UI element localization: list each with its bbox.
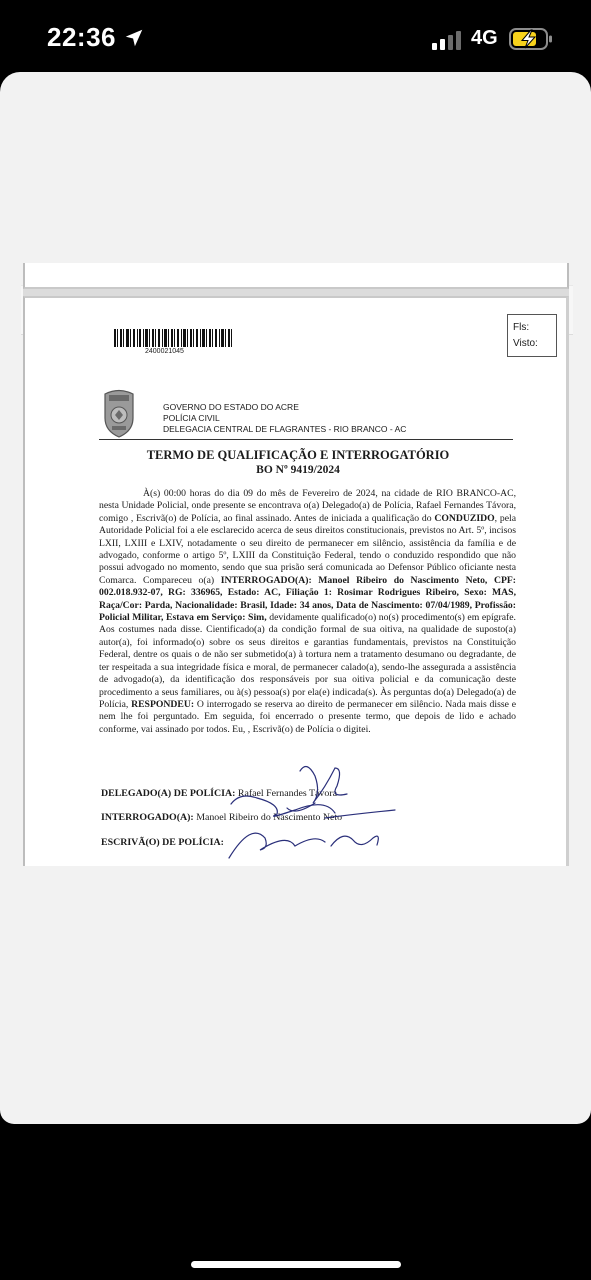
signal-bars-icon [431,30,465,50]
interrogado-name: Manoel Ribeiro do Nascimento Neto [193,812,343,823]
signature-interrogado [101,812,342,823]
delegado-label: DELEGADO(A) DE POLÍCIA: [101,788,236,799]
agency-line-1: GOVERNO DO ESTADO DO ACRE [163,402,299,412]
header-divider [99,439,513,440]
interrogado-label: INTERROGADO(A): [101,812,194,823]
escriva-label: ESCRIVÃ(O) DE POLÍCIA: [101,837,224,848]
visto-label: Visto: [513,338,538,349]
agency-line-2: POLÍCIA CIVIL [163,413,220,423]
document-image[interactable] [23,296,569,866]
body-bold-1: CONDUZIDO [434,512,495,524]
location-arrow-icon [123,27,145,49]
signature-delegado [101,788,337,799]
police-badge-icon [101,388,137,438]
barcode-number: 2400021045 [145,348,184,355]
body-bold-3: RESPONDEU: [131,698,195,710]
agency-line-3: DELEGACIA CENTRAL DE FLAGRANTES - RIO BRANCO - AC [163,424,407,434]
clock-time: 22:36 [47,22,116,52]
body-text-3: devidamente qualificado(o) no(s) procedimento(s) em epígrafe. Aos costumes nada disse. Cientificado(a) da condição formal de sua oitiva, na qualidade de suposto(a) autor(a), foi informado(o) sobre os seus direitos e garantias fundamentais, previstos na Constituição Federal, dentre os quais o de não ser submetido(a) à tortura nem a tratamento desumano ou degradante, de ter respeitada a sua integridade física e moral, de permanecer calado(a), sendo-lhe assegurada a assistência de advogado(a), da identificação dos responsáveis por sua oitiva policial e da comunicação deste procedimento a seus familiares, ou à(s) pessoa(s) por ela(e) indicada(s). Às perguntas do(a) Delegado(a) de Polícia, [99,612,516,710]
barcode [114,329,232,347]
body-text-4: O interrogado se reserva ao direito de permanecer em silêncio. Nada mais disse e nem lhe foi perguntado. Em seguida, foi encerrado o presente termo, que depois de lido e achado conforme, vai assinado por todos. Eu, , Escrivã(o) de Polícia o digitei. [99,698,516,735]
page-gap [23,289,569,296]
bo-number: BO Nº 9419/2024 [256,464,340,476]
fls-label: Fls: [513,322,530,333]
agency-header [163,402,406,435]
fls-visto-box [507,314,557,357]
body-text-1: À(s) 00:00 horas do dia 09 do mês de Fevereiro de 2024, na cidade de RIO BRANCO-AC, nesta Unidade Policial, onde presente se encontrava o(a) Delegado(a) de Polícia, Rafael Fernandes Távora, comigo , Escrivã(o) de Polícia, ao final assinado. Antes de iniciada a qualificação do [99,488,516,524]
body-bold-2: INTERROGADO(A): Manoel Ribeiro do Nascimento Neto, CPF: 002.018.932-07, RG: 336965, Estado: AC, Filiação 1: Rosimar Rodrigues Ribeiro, Sexo: MAS, Raça/Cor: Parda, Nacionalidade: Brasil, Idade: 34 anos, Data de Nascimento: 07/04/1989, Profissão: Policial Militar, Estava em Serviço: Sim, [99,574,517,624]
document-title: TERMO DE QUALIFICAÇÃO E INTERROGATÓRIO [146,448,450,462]
signature-escriva [101,837,224,848]
previous-page-edge [23,263,569,289]
network-type: 4G [471,27,498,49]
delegado-name: Rafael Fernandes Távora [235,788,337,799]
home-indicator[interactable] [191,1261,401,1268]
body-text-2: , pela Autoridade Policial foi a ele esclarecido acerca de seus direitos constitucionais, previstos no Art. 5º, incisos LXII, LXIII e LXIV, notadamente o seu direito de permanecer em silêncio, assistência da família e de advogado, conforme o artigo 5º, LXIII da Constituição Federal, tendo o conduzido respondido que não possui advogado no momento, sendo que sua prisão será comunicada ao Defensor Público oficiante nesta Comarca. Compareceu o(a) [99,512,516,586]
battery-charging-icon [509,27,553,51]
status-bar [0,0,591,72]
document-body [99,488,516,736]
